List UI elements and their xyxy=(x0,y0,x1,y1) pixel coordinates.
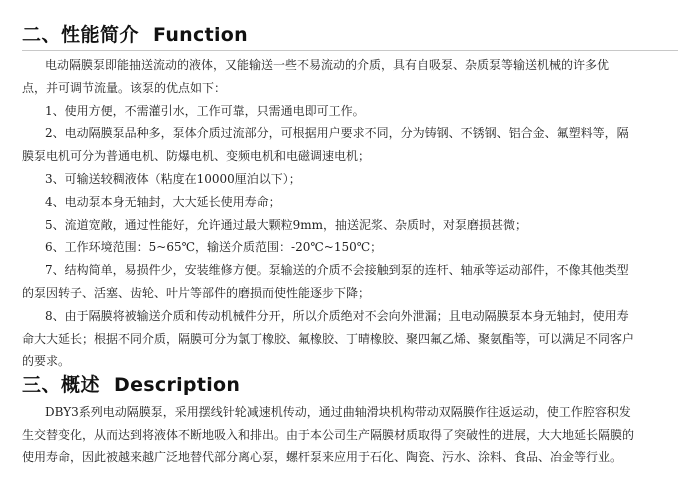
text-line xyxy=(0,263,700,277)
text-line-content: 2、电动隔膜泵品种多，泵体介质过流部分，可根据用户要求不同，分为铸钢、不锈钢、铝合金、氟塑料等，隔 xyxy=(45,126,629,141)
text-line xyxy=(0,450,700,464)
text-line xyxy=(0,104,700,118)
section-heading-cn: 二、性能简介 xyxy=(22,24,140,46)
text-line xyxy=(0,428,700,442)
text-line xyxy=(0,332,700,346)
text-line-content: 命大大延长；根据不同介质，隔膜可分为氯丁橡胶、氟橡胶、丁晴橡胶、聚四氟乙烯、聚氨酯等，可以满足不同客户 xyxy=(22,331,635,346)
text-line xyxy=(0,286,700,300)
text-line-content: DBY3系列电动隔膜泵，采用摆线针轮减速机传动，通过曲轴滑块机构带动双隔膜作往返运动，使工作腔容积发 xyxy=(45,405,631,419)
text-line-content: 4、电动泵本身无轴封，大大延长使用寿命； xyxy=(45,194,281,209)
text-line-content: 使用寿命，因此被越来越广泛地替代部分离心泵，螺杆泵来应用于石化、陶瓷、污水、涂料、食品、冶金等行业。 xyxy=(22,450,623,464)
text-line-content: 电动隔膜泵即能抽送流动的液体，又能输送一些不易流动的介质，具有自吸泵、杂质泵等输送机械的许多优 xyxy=(45,58,610,72)
text-line-content: 6、工作环境范围：5~65℃，输送介质范围：-20℃~150℃； xyxy=(45,240,383,255)
text-line-content: 8、由于隔膜将被输送介质和传动机械件分开，所以介质绝对不会向外泄漏；且电动隔膜泵本身无轴封，使用寿 xyxy=(45,308,629,323)
text-line-content: 3、可输送较稠液体（粘度在10000厘泊以下）； xyxy=(45,172,301,186)
heading-divider xyxy=(22,50,678,51)
text-line xyxy=(0,172,700,186)
section-heading-cn: 三、概述 xyxy=(22,374,101,396)
text-line-content: 1、使用方便，不需灌引水，工作可靠，只需通电即可工作。 xyxy=(45,103,365,118)
text-line xyxy=(0,354,700,368)
text-line xyxy=(0,195,700,209)
text-line-content: 7、结构简单，易损件少，安装维修方便。泵输送的介质不会接触到泵的连杆、轴承等运动部件，不像其他类型 xyxy=(45,263,629,278)
text-line xyxy=(0,405,700,419)
section-heading-en: Function xyxy=(153,24,248,46)
text-line-content: 点，并可调节流量。该泵的优点如下： xyxy=(22,80,227,95)
text-line-content: 的要求。 xyxy=(22,354,71,369)
text-line xyxy=(0,218,700,232)
text-line xyxy=(0,58,700,72)
text-line xyxy=(0,149,700,163)
text-line-content: 5、流道宽敞，通过性能好，允许通过最大颗粒9mm，抽送泥浆、杂质时，对泵磨损甚微； xyxy=(45,217,528,232)
section-heading-description xyxy=(22,370,240,397)
text-line xyxy=(0,309,700,323)
section-heading-en: Description xyxy=(114,374,241,396)
text-line xyxy=(0,240,700,254)
text-line xyxy=(0,81,700,95)
text-line-content: 生交替变化，从而达到将液体不断地吸入和排出。由于本公司生产隔膜材质取得了突破性的进展，大大地延长隔膜的 xyxy=(22,427,635,442)
text-line xyxy=(0,126,700,140)
text-line-content: 的泵因转子、活塞、齿轮、叶片等部件的磨损而使性能逐步下降； xyxy=(22,286,371,300)
text-line-content: 膜泵电机可分为普通电机、防爆电机、变频电机和电磁调速电机； xyxy=(22,149,371,164)
section-heading-function xyxy=(22,20,248,47)
